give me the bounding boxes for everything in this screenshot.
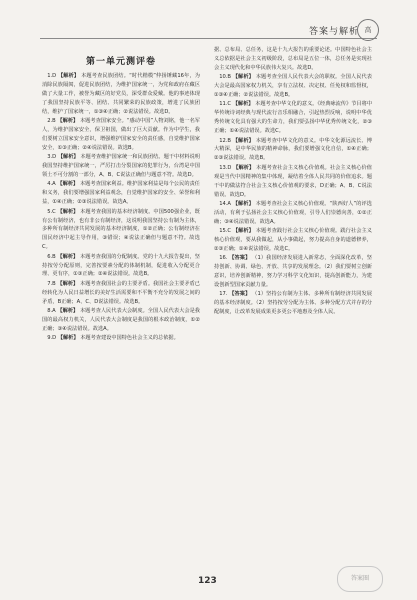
answer-tag: 【解析】 (57, 154, 79, 161)
answer-item-9 (42, 334, 200, 343)
answer-tag: 【解析】 (57, 253, 79, 260)
answer-number: 11.C (219, 101, 232, 108)
answer-tag: 【解析】 (233, 164, 255, 171)
answer-text: 本题考查中华文化的意义。中华文化源远流长、博大精深，是中华民族的精神命脉，我们要增强文化自信，①④正确；②③说法错误。故选B。 (214, 137, 372, 162)
page-number: 123 (198, 576, 217, 586)
answer-text: 本题考查国家利益。维护国家利益是每个公民的责任和义务，我们要增强国家利益观念，自觉维护国家的安全、荣誉和利益，①④正确；②③说法错误。故选A。 (42, 181, 200, 206)
answer-item-15 (214, 227, 372, 254)
answer-item-4 (42, 180, 200, 207)
answer-tag: 【解析】 (57, 73, 80, 79)
answer-text: 本题考查维护国家统一和民族团结。题干中材料说明我国坚持维护国家统一，严厉打击分裂国家的犯罪行为，台湾是中国领土不可分割的一部分，A、B、C说法正确但与题意不符。故选D。 (42, 154, 200, 178)
answer-number: 10.B (219, 74, 231, 81)
answer-text: 本题考查全国人民代表大会的职权。全国人民代表大会是最高国家权力机关，享有立法权、决定权、任免权和监督权，①③④正确；②说法错误。故选B。 (214, 74, 372, 99)
unit-title: 第一单元测评卷 (85, 57, 156, 67)
answer-tag: 【解析】 (57, 308, 79, 315)
answer-item-10 (214, 73, 372, 100)
answer-text: （1）坚持公有制为主体、多种所有制经济共同发展的基本经济制度。（2）坚持按劳分配为主体、多种分配方式并存的分配制度，让改革发展成果更多更公平地惠及全体人民。 (214, 291, 372, 316)
answer-tag: 【答案】 (229, 291, 251, 298)
answer-tag: 【解析】 (232, 200, 254, 207)
answer-item-3 (42, 153, 200, 180)
answer-item-5 (42, 208, 200, 253)
answer-number: 16. (219, 255, 228, 262)
answer-text: 本题考查社会主义核心价值观。社会主义核心价值观是当代中国精神的集中体现，凝结着全体人民共同的价值追求。题干中的做法符合社会主义核心价值观的要求，D正确；A、B、C说法错误。故选D。 (214, 164, 372, 198)
answer-tag: 【解析】 (57, 208, 79, 215)
answer-tag: 【解析】 (57, 118, 79, 125)
header-badge: 高 (357, 19, 379, 41)
answer-item-7 (42, 280, 200, 307)
answer-tag: 【解析】 (57, 335, 79, 342)
answer-number: 8.A (47, 308, 56, 315)
answer-item-1 (42, 72, 200, 117)
answer-item-12 (214, 137, 372, 164)
answer-item-8 (42, 307, 200, 334)
answer-tag: 【解析】 (232, 228, 254, 235)
answer-number: 13.D (219, 164, 232, 171)
answer-number: 17. (219, 291, 228, 298)
answer-tag: 【解析】 (57, 280, 79, 287)
answer-text: 本题考查我国社会的主要矛盾。我国社会主要矛盾已经转化为人民日益增长的美好生活需要和不平衡不充分的发展之间的矛盾，B正确；A、C、D说法错误。故选B。 (42, 280, 200, 305)
answer-number: 4.A (47, 181, 56, 188)
answer-text: 本题考查践行社会主义核心价值观。践行社会主义核心价值观，要从我做起，从小事做起，努力提高自身的道德修养，②③正确；①④说法错误。故选C。 (214, 228, 372, 252)
answer-number: 7.B (47, 280, 56, 287)
answer-text: （1）我国经济发展进入新常态，全面深化改革，坚持创新、协调、绿色、开放、共享的发展理念。（2）我们要树立创新意识，培养创新精神，努力学习科学文化知识，提高创新能力，为建设创新型国家贡献力量。 (214, 255, 372, 289)
answer-text: 本题考查民族团结。“时代楷模”仲扬锤藏16年，为消除民族隔阂，促进民族团结，为维护国家统一，为党和政府在藏区做了大量工作，被誉为藏区的好党员，深受群众爱戴。他的事迹体现了我国坚持民族平等、团结、共同繁荣的民族政策，增进了民族团结，维护了国家统一，①③④正确；②说法错误。故选D。 (42, 73, 200, 115)
answer-item-14 (214, 200, 372, 227)
header-title: 答案与解析 (308, 27, 359, 37)
answer-text: 本题考查中华文化的意义。《经典咏流传》节目将中华传统诗词经典与现代流行音乐相融合，引起热烈反响，说明中华优秀传统文化具有强大的生命力，我们要弘扬中华优秀传统文化，②③正确；①④说法错误。故选C。 (214, 101, 372, 135)
answer-item-17 (214, 290, 372, 317)
answer-number: 14.A (219, 200, 231, 207)
answer-item-9-continued (214, 46, 372, 73)
left-column (42, 46, 200, 344)
answer-text: 本题考查我国的分配制度。党的十九大报告提出，坚持按劳分配原则，完善按要素分配的体制机制，促进收入分配更合理、更有序，①③正确；②④说法错误。故选B。 (42, 253, 200, 278)
answer-text: 本题考查国家安全。“感动中国”人物刘铭，他一名军人，为维护国家安全，保卫祖国，做出了巨大贡献。作为中学生，我们要树立国家安全意识，增强维护国家安全的责任感，自觉维护国家安全，①③正确；②④说法错误。故选B。 (42, 118, 200, 151)
answer-tag: 【答案】 (229, 255, 251, 262)
answer-number: 9.D (47, 335, 57, 342)
answer-number: 1.D (47, 73, 57, 79)
answer-number: 5.C (47, 208, 56, 215)
answer-text: 本题考查社会主义核心价值观。“陕西好人”的评选活动，有利于弘扬社会主义核心价值观，引导人们崇德向善，①②正确；③④说法错误。故选A。 (214, 200, 372, 225)
answer-item-16 (214, 254, 372, 290)
answer-item-13 (214, 164, 372, 200)
answer-number: 15.C (219, 228, 232, 235)
right-column (214, 46, 372, 318)
answer-number: 6.B (47, 253, 56, 260)
answer-number: 3.D (47, 154, 57, 161)
answer-tag: 【解析】 (232, 101, 254, 108)
header-rule (40, 38, 377, 39)
answer-text: 本题考查我国的基本经济制度。中国500强企业，既有公有制经济，也有非公有制经济，这说明我国坚持公有制为主体，多种所有制经济共同发展的基本经济制度，①②正确；公有制经济在国民经济中起主导作用，③错误；④说法正确但与题意不符。故选C。 (42, 208, 200, 251)
answer-tag: 【解析】 (232, 137, 254, 144)
answer-tag: 【解析】 (57, 181, 79, 188)
answer-item-6 (42, 253, 200, 280)
watermark-logo: 答案圈 (337, 566, 383, 592)
answer-item-2 (42, 117, 200, 153)
answer-number: 2.B (47, 118, 56, 125)
answer-tag: 【解析】 (232, 74, 254, 81)
answer-text: 本题考查建设中国特色社会主义的总依据。 (80, 335, 179, 342)
answer-text: 据、总布局、总任务，这是十九大报告的重要论述。中国特色社会主义总依据是社会主义初级阶段，总布局是五位一体，总任务是实现社会主义现代化和中华民族伟大复兴。故选D。 (214, 47, 372, 71)
answer-item-11 (214, 100, 372, 136)
answer-number: 12.B (219, 137, 231, 144)
answer-text: 本题考查人民代表大会制度。全国人民代表大会是我国的最高权力机关，人民代表大会制度是我国的根本政治制度，①②正确；③④说法错误。故选A。 (42, 308, 200, 332)
